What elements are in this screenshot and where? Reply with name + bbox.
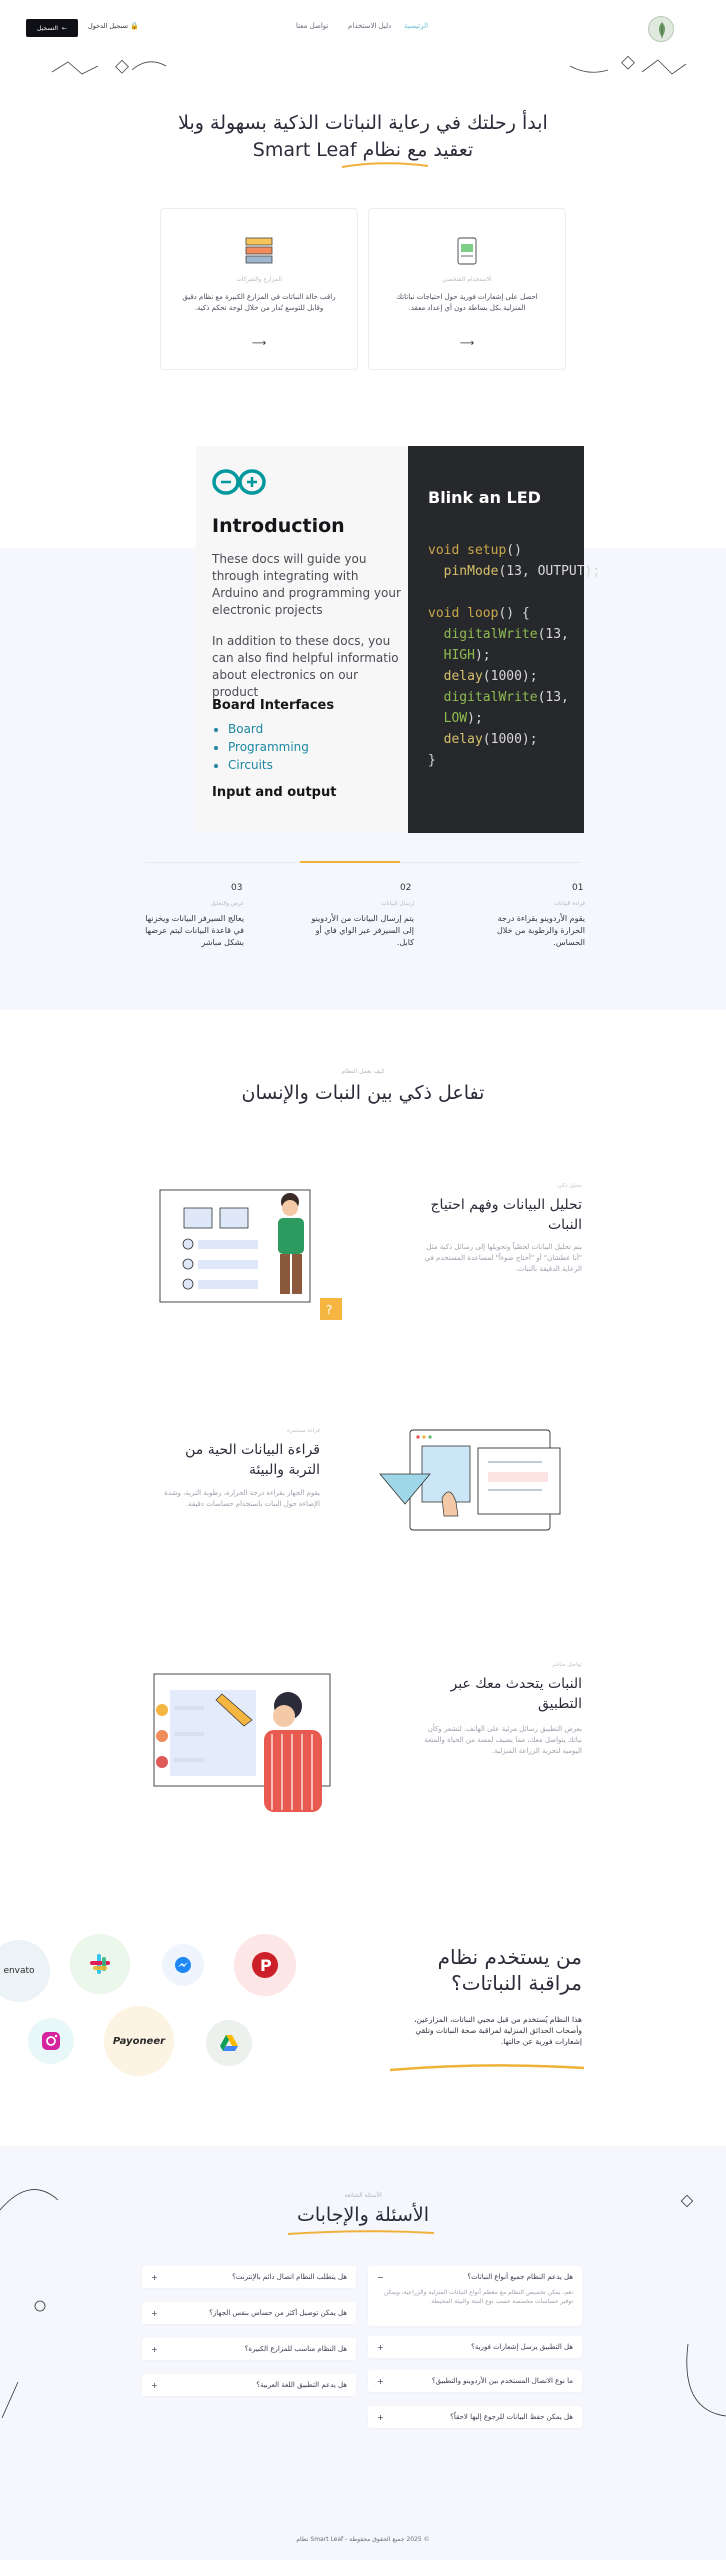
feature-1-small: تحليل ذكي bbox=[557, 1183, 582, 1189]
step-1-label: قراءة البيانات bbox=[554, 901, 585, 907]
faq-title: الأسئلة والإجابات bbox=[296, 2204, 430, 2226]
hero-title-line2: تعقيد مع نظام Smart Leaf bbox=[252, 139, 474, 161]
instagram-icon bbox=[28, 2018, 74, 2064]
step-3-text: يعالج السيرفر البيانات ويخزنها في قاعدة البيانات ليتم عرضها بشكل مباشر bbox=[145, 914, 244, 947]
faq-question: هل يدعم النظام جميع أنواع النباتات؟ bbox=[467, 2273, 573, 2281]
decor-curve-right bbox=[670, 2340, 726, 2420]
docs-link-board[interactable]: • Board bbox=[228, 720, 309, 738]
nav-home[interactable]: الرئيسية bbox=[404, 22, 429, 30]
document-leaf-icon bbox=[455, 236, 479, 266]
plus-icon: + bbox=[151, 2380, 158, 2390]
server-stack-icon bbox=[244, 236, 274, 266]
faq-question: هل يتطلب النظام اتصال دائم بالإنترنت؟ bbox=[232, 2273, 347, 2281]
lock-icon: 🔒 bbox=[130, 22, 139, 30]
decor-squiggle-left bbox=[48, 52, 168, 82]
card-farms-arrow-icon[interactable]: ⟶ bbox=[251, 338, 267, 349]
card-personal-label: الاستخدام الشخصي bbox=[442, 276, 492, 283]
login-link[interactable] bbox=[88, 22, 139, 30]
docs-subheading2: Input and output bbox=[212, 785, 337, 800]
code-panel bbox=[408, 446, 601, 833]
features-title: تفاعل ذكي بين النبات والإنسان bbox=[241, 1082, 485, 1104]
feature-1-title: تحليل البيانات وفهم احتياج النبات bbox=[430, 1197, 582, 1233]
docs-link-programming[interactable]: • Programming bbox=[228, 738, 309, 756]
step-2-num: 02 bbox=[400, 883, 412, 893]
faq-item-right-4[interactable] bbox=[368, 2406, 582, 2428]
envato-label: envato bbox=[3, 1966, 35, 1976]
feature-2-title: قراءة البيانات الحية من التربة والبيئة bbox=[185, 1442, 320, 1478]
illustration-data-analysis bbox=[150, 1178, 350, 1328]
faq-item-left-3[interactable] bbox=[142, 2338, 356, 2360]
faq-question: هل النظام مناسب للمزارع الكبيرة؟ bbox=[244, 2345, 347, 2353]
card-farms-label: المزارع والشركات bbox=[236, 276, 282, 283]
envato-logo bbox=[0, 1940, 50, 2002]
faq-small-label: الأسئلة الشائعة bbox=[344, 2192, 382, 2199]
arduino-logo-icon bbox=[212, 468, 268, 496]
step-2-text: يتم إرسال البيانات من الأردوينو إلى السيرفر عبر الواي فاي أو كابل. bbox=[311, 914, 414, 947]
arrow-left-icon: ← bbox=[61, 24, 67, 32]
hero-underline bbox=[340, 160, 430, 170]
pinterest-icon bbox=[234, 1934, 296, 1996]
footer-text: © 2025 جميع الحقوق محفوظة - Smart Leaf نظام bbox=[296, 2536, 430, 2543]
code-title: Blink an LED bbox=[428, 488, 541, 507]
feature-2-text: يقوم الجهاز بقراءة درجة الحرارة، رطوبة التربة، وشدة الإضاءة حول النبات باستخدام حساسات دقيقة. bbox=[164, 1489, 320, 1508]
faq-item-left-1[interactable] bbox=[142, 2266, 356, 2288]
card-farms-text: راقب حالة النباتات في المزارع الكبيرة مع نظام دقيق وقابل للتوسع تُدار من خلال لوحة تحكم ذكية. bbox=[182, 293, 336, 312]
messenger-icon bbox=[162, 1944, 204, 1986]
step-3-label: عرض والتحليل bbox=[210, 901, 244, 907]
svg-text:?: ? bbox=[326, 1303, 333, 1317]
google-drive-icon bbox=[206, 2020, 252, 2066]
features-small-label: كيف يعمل النظام bbox=[341, 1068, 385, 1075]
faq-question: هل يمكن توصيل أكثر من حساس بنفس الجهاز؟ bbox=[209, 2309, 347, 2317]
plus-icon: + bbox=[151, 2272, 158, 2282]
slack-icon bbox=[70, 1934, 130, 1994]
apps-title: من يستخدم نظام مراقبة النباتات؟ bbox=[437, 1945, 582, 1995]
faq-underline bbox=[286, 2228, 436, 2238]
docs-subheading: Board Interfaces bbox=[212, 698, 335, 713]
login-label: تسجيل الدخول bbox=[88, 22, 129, 30]
decor-line-left bbox=[0, 2380, 20, 2420]
plus-icon: + bbox=[377, 2342, 384, 2352]
feature-3-title: النبات يتحدث معك عبر التطبيق bbox=[450, 1676, 582, 1712]
decor-squiggle-right bbox=[568, 52, 688, 82]
faq-question: ما نوع الاتصال المستخدم بين الأردوينو والتطبيق؟ bbox=[431, 2377, 573, 2385]
code-block: void setup() pinMode(13, OUTPUT); void loop() { digitalWrite(13, HIGH); delay(1000); digitalWrite(13, LOW); delay(1000); } bbox=[428, 543, 601, 768]
docs-para1: These docs will guide you through integrating with Arduino and programming your electronic projects bbox=[212, 552, 401, 617]
signup-button[interactable] bbox=[26, 19, 78, 37]
illustration-live-reading bbox=[370, 1424, 580, 1554]
payoneer-logo bbox=[104, 2006, 174, 2076]
steps-progress bbox=[300, 861, 400, 863]
feature-3-small: تواصل مباشر bbox=[551, 1662, 582, 1668]
faq-item-left-4[interactable] bbox=[142, 2374, 356, 2396]
hero-title bbox=[120, 110, 606, 164]
plus-icon: + bbox=[151, 2344, 158, 2354]
nav-guide[interactable]: دليل الاستخدام bbox=[348, 22, 392, 30]
faq-question: هل يدعم التطبيق اللغة العربية؟ bbox=[256, 2381, 347, 2389]
step-1-num: 01 bbox=[572, 883, 584, 893]
decor-circle bbox=[34, 2300, 46, 2312]
faq-item-right-3[interactable] bbox=[368, 2370, 582, 2392]
docs-heading: Introduction bbox=[212, 515, 345, 537]
faq-answer: نعم، يمكن تخصيص النظام مع معظم أنواع النباتات المنزلية والزراعية، ويمكن توفير حساسات مخصصة حسب نوع النبتة والبيئة المحيطة. bbox=[383, 2289, 573, 2305]
apps-underline bbox=[388, 2062, 588, 2074]
illustration-plant-talks bbox=[148, 1660, 348, 1820]
nav-contact[interactable]: تواصل معنا bbox=[296, 22, 329, 30]
step-2-label: إرسال البيانات bbox=[381, 901, 414, 907]
faq-question: هل التطبيق يرسل إشعارات فورية؟ bbox=[471, 2343, 573, 2351]
card-personal-text: احصل على إشعارات فورية حول احتياجات نباتاتك المنزلية بكل بساطة دون أي إعداد معقد. bbox=[396, 293, 538, 312]
svg-text:P: P bbox=[260, 1956, 272, 1975]
feature-2-small: قراءة مستمرة bbox=[286, 1428, 320, 1434]
plus-icon: + bbox=[377, 2412, 384, 2422]
feature-1-text: يتم تحليل البيانات لحظياً وتحويلها إلى رسائل ذكية مثل "أنا عطشان" أو "أحتاج ضوءاً" لمساعدة المستخدم في الرعاية الدقيقة بالنبات. bbox=[424, 1243, 582, 1273]
plus-icon: + bbox=[377, 2376, 384, 2386]
hero-title-line1: ابدأ رحلتك في رعاية النباتات الذكية بسهولة وبلا bbox=[178, 112, 548, 134]
signup-label: التسجيل bbox=[37, 24, 58, 32]
step-3-num: 03 bbox=[231, 883, 243, 893]
step-1-text: يقوم الأردوينو بقراءة درجة الحرارة والرطوبة من خلال الحساس. bbox=[496, 914, 585, 947]
docs-link-list bbox=[228, 720, 309, 774]
faq-question: هل يمكن حفظ البيانات للرجوع إليها لاحقاً؟ bbox=[450, 2413, 573, 2421]
faq-item-right-1[interactable] bbox=[368, 2266, 582, 2326]
feature-3-text: يعرض التطبيق رسائل مرئية على الهاتف، لتشعر وكأن نباتك يتواصل معك، مما يضيف لمسة من الحياة والمتعة اليومية لتجربة الزراعة المنزلية. bbox=[424, 1725, 582, 1755]
card-personal-arrow-icon[interactable]: ⟶ bbox=[459, 338, 475, 349]
minus-icon: − bbox=[377, 2273, 384, 2282]
faq-item-left-2[interactable] bbox=[142, 2302, 356, 2324]
site-logo[interactable] bbox=[648, 16, 674, 42]
apps-text: هذا النظام يُستخدم من قبل محبي النباتات، المزارعين، وأصحاب الحدائق المنزلية لمراقبة صحة النباتات وتلقي إشعارات فورية عن حالتها. bbox=[414, 2015, 582, 2046]
plus-icon: + bbox=[151, 2308, 158, 2318]
faq-item-right-2[interactable] bbox=[368, 2336, 582, 2358]
docs-para2: In addition to these docs, you can also find helpful informatio about electronics on our product bbox=[212, 634, 399, 699]
payoneer-label: Payoneer bbox=[112, 2035, 166, 2047]
docs-link-circuits[interactable]: • Circuits bbox=[228, 756, 309, 774]
